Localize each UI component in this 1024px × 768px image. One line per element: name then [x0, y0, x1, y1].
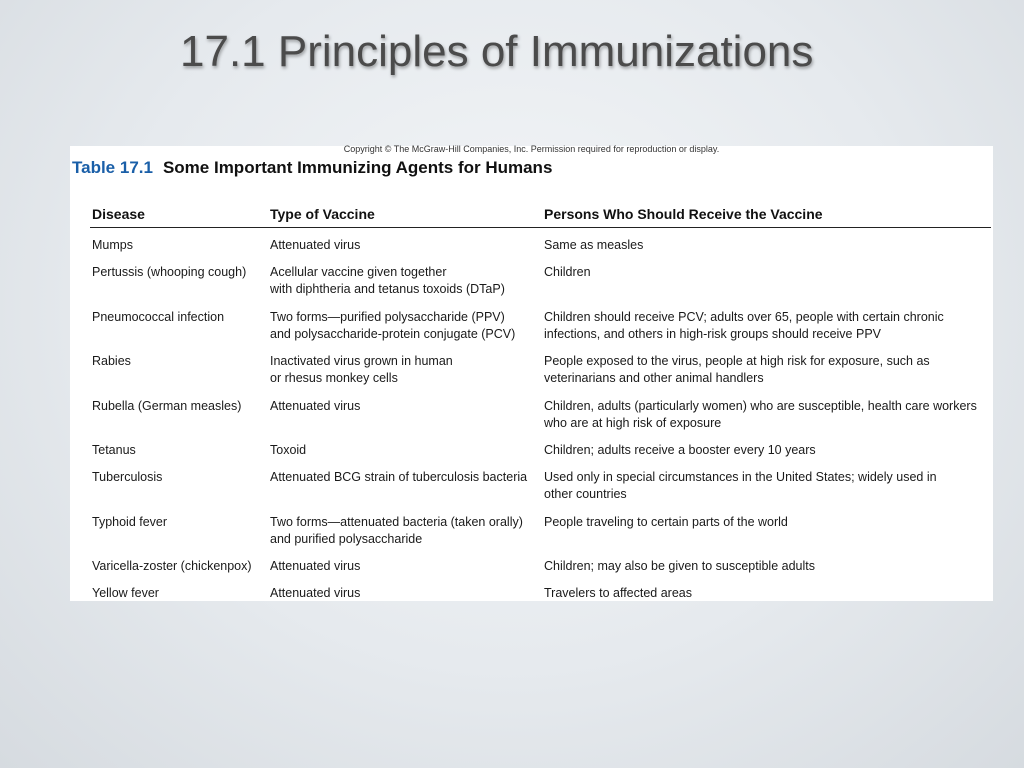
slide-title: 17.1 Principles of Immunizations	[180, 27, 814, 76]
table-row	[70, 398, 993, 438]
persons-cell: Used only in special circumstances in the United States; widely used in other countries	[544, 470, 937, 501]
persons-cell: People exposed to the virus, people at high risk for exposure, such as veterinarians and other animal handlers	[544, 354, 930, 385]
table-row	[70, 514, 993, 554]
header-rule	[90, 227, 991, 228]
table-row	[70, 309, 993, 349]
vaccine-cell: Toxoid	[270, 443, 307, 457]
vaccine-cell: Inactivated virus grown in human or rhesus monkey cells	[270, 354, 453, 385]
table-caption	[72, 158, 552, 178]
vaccine-cell: Two forms—attenuated bacteria (taken orally) and purified polysaccharide	[270, 515, 523, 546]
persons-cell: People traveling to certain parts of the world	[544, 515, 788, 529]
table-row	[70, 469, 993, 509]
disease-cell: Tetanus	[92, 443, 136, 457]
copyright-notice: Copyright © The McGraw-Hill Companies, Inc. Permission required for reproduction or display.	[343, 144, 720, 154]
disease-cell: Typhoid fever	[92, 515, 168, 529]
vaccine-cell: Attenuated virus	[270, 238, 361, 252]
disease-cell: Pertussis (whooping cough)	[92, 265, 247, 279]
disease-cell: Rabies	[92, 354, 131, 368]
table-number: Table 17.1	[72, 158, 153, 177]
header-type-of-vaccine: Type of Vaccine	[270, 206, 375, 222]
table-row	[70, 353, 993, 393]
table-image-panel	[70, 146, 993, 601]
persons-cell: Children should receive PCV; adults over 65, people with certain chronic infections, and others in high-risk groups should receive PPV	[544, 310, 944, 341]
persons-cell: Children; adults receive a booster every 10 years	[544, 443, 816, 457]
vaccine-cell: Acellular vaccine given together with diphtheria and tetanus toxoids (DTaP)	[270, 265, 505, 296]
header-persons: Persons Who Should Receive the Vaccine	[544, 206, 823, 222]
disease-cell: Rubella (German measles)	[92, 399, 242, 413]
vaccine-cell: Attenuated virus	[270, 586, 361, 600]
table-row	[70, 264, 993, 304]
disease-cell: Yellow fever	[92, 586, 159, 600]
vaccine-cell: Attenuated virus	[270, 399, 361, 413]
persons-cell: Children, adults (particularly women) who are susceptible, health care workers who are at high risk of exposure	[544, 399, 977, 430]
table-row	[70, 585, 993, 601]
vaccine-cell: Attenuated BCG strain of tuberculosis bacteria	[270, 470, 528, 484]
disease-cell: Pneumococcal infection	[92, 310, 225, 324]
table-title: Some Important Immunizing Agents for Humans	[162, 158, 553, 177]
disease-cell: Varicella-zoster (chickenpox)	[92, 559, 252, 573]
persons-cell: Children; may also be given to susceptible adults	[544, 559, 815, 573]
persons-cell: Children	[544, 265, 591, 279]
persons-cell: Same as measles	[544, 238, 644, 252]
vaccine-cell: Attenuated virus	[270, 559, 361, 573]
persons-cell: Travelers to affected areas	[544, 586, 692, 600]
header-disease: Disease	[92, 206, 145, 222]
vaccine-cell: Two forms—purified polysaccharide (PPV) and polysaccharide-protein conjugate (PCV)	[270, 310, 516, 341]
disease-cell: Tuberculosis	[92, 470, 163, 484]
disease-cell: Mumps	[92, 238, 133, 252]
